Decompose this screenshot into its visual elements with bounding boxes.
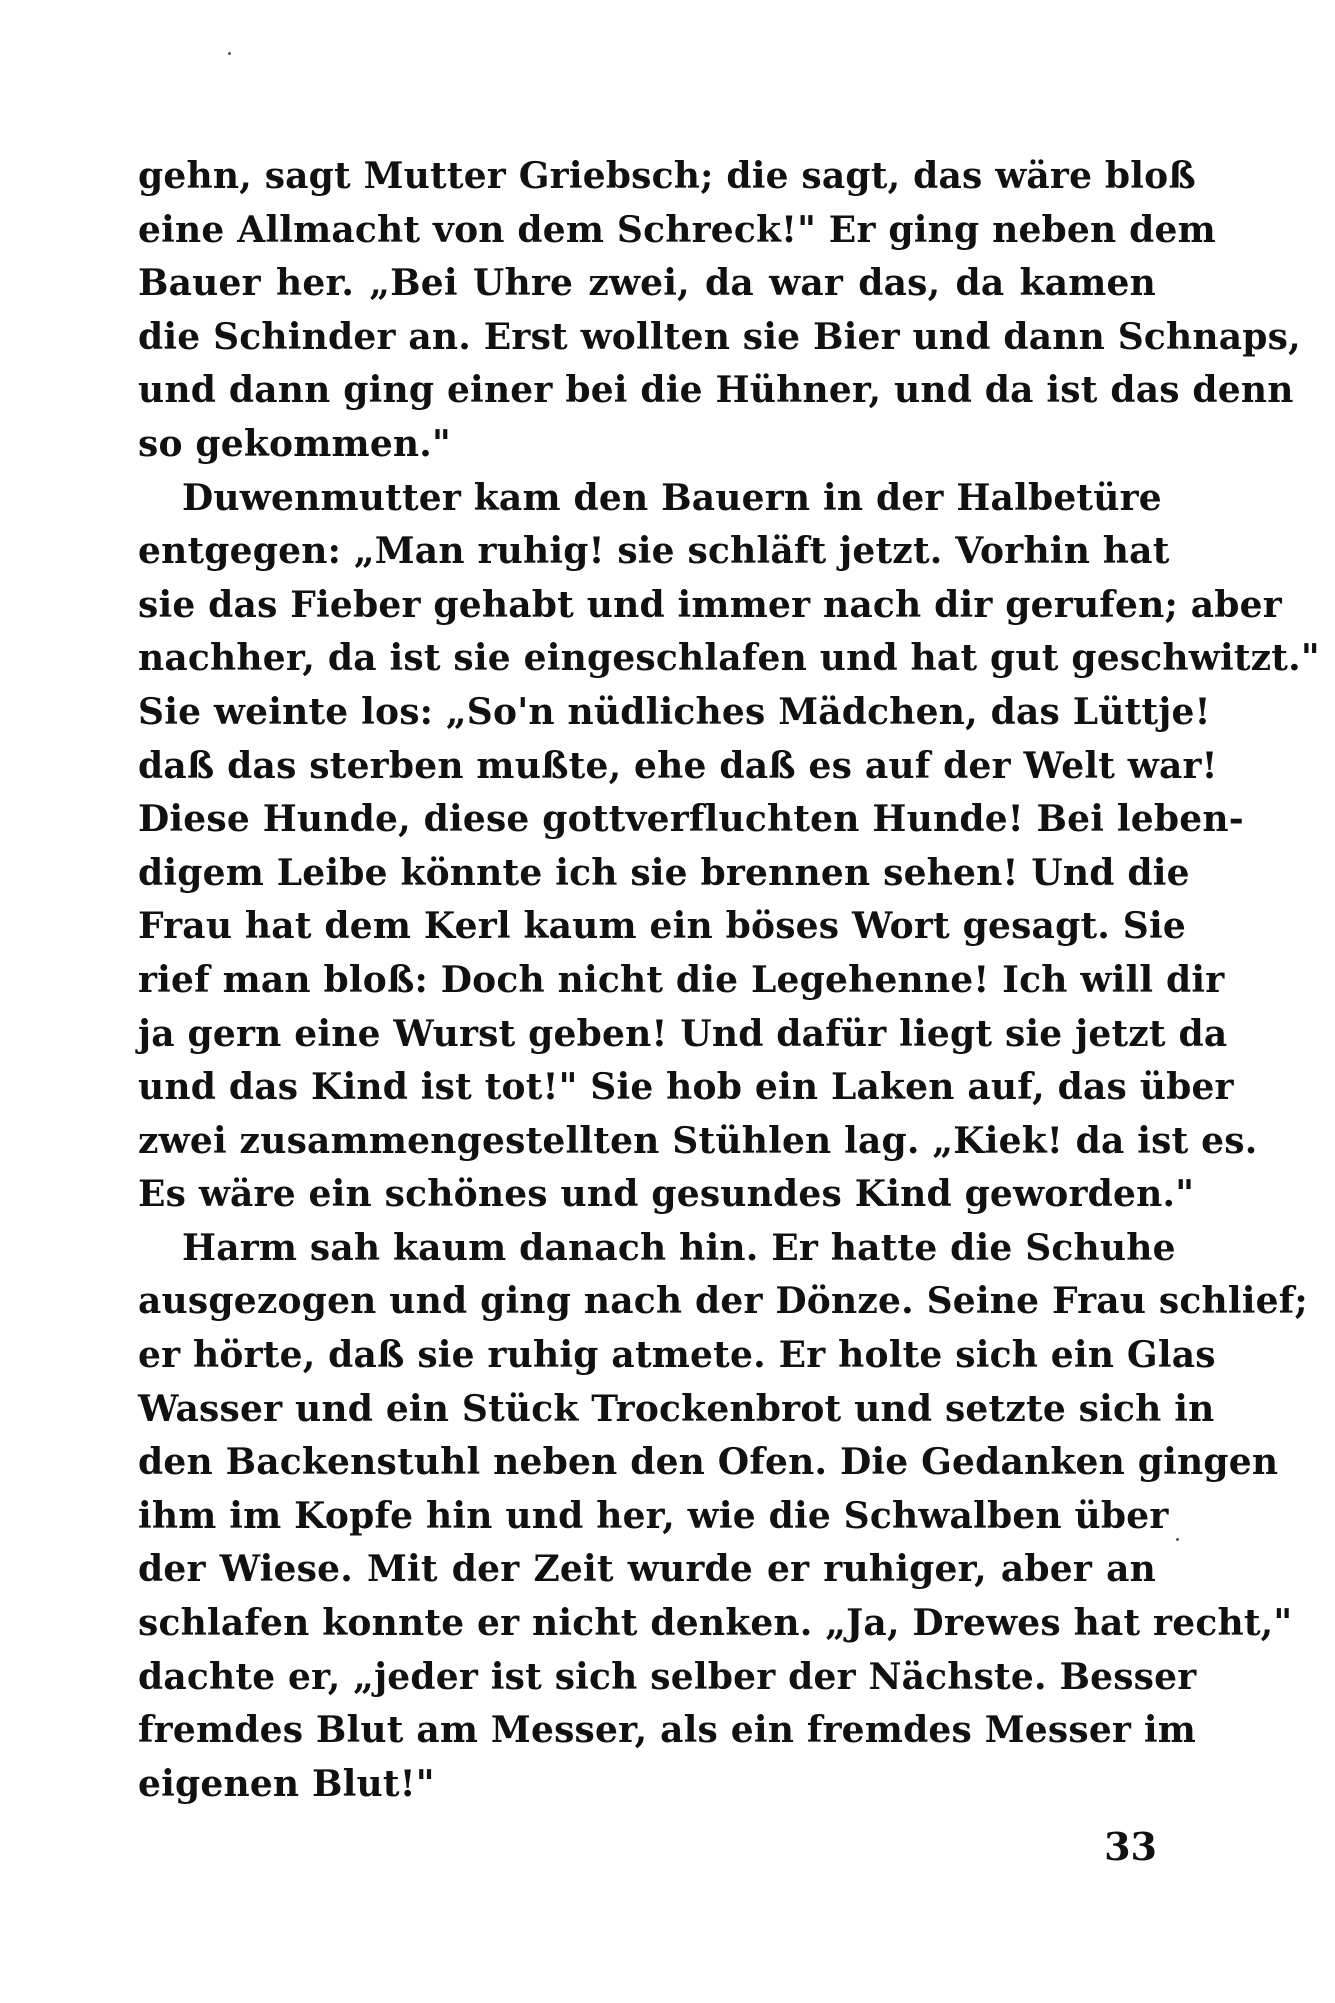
text-line: nachher, da ist sie eingeschlafen und hat gut geschwitzt." [138, 637, 1320, 680]
text-line: Bauer her. „Bei Uhre zwei, da war das, da kamen [138, 262, 1156, 305]
text-line: eigenen Blut!" [138, 1762, 435, 1805]
body-text [138, 150, 1320, 1811]
text-line: ihm im Kopfe hin und her, wie die Schwalben über [138, 1494, 1169, 1537]
page-number: 33 [1104, 1824, 1157, 1869]
text-line: Harm sah kaum danach hin. Er hatte die Schuhe [182, 1226, 1176, 1269]
text-line: Sie weinte los: „So'n nüdliches Mädchen, das Lüttje! [138, 690, 1211, 733]
text-line: die Schinder an. Erst wollten sie Bier und dann Schnaps, [138, 315, 1301, 358]
text-line: fremdes Blut am Messer, als ein fremdes Messer im [138, 1709, 1197, 1752]
text-line: und das Kind ist tot!" Sie hob ein Laken auf, das über [138, 1066, 1234, 1109]
text-line: und dann ging einer bei die Hühner, und da ist das denn [138, 369, 1294, 412]
text-line: eine Allmacht von dem Schreck!" Er ging neben dem [138, 208, 1216, 251]
text-line: zwei zusammengestellten Stühlen lag. „Kiek! da ist es. [138, 1119, 1258, 1162]
text-line: entgegen: „Man ruhig! sie schläft jetzt. Vorhin hat [138, 530, 1170, 573]
text-line: ja gern eine Wurst geben! Und dafür liegt sie jetzt da [138, 1012, 1228, 1055]
text-line: schlafen konnte er nicht denken. „Ja, Drewes hat recht," [138, 1602, 1293, 1645]
text-line: rief man bloß: Doch nicht die Legehenne! Ich will dir [138, 958, 1225, 1001]
text-line: Es wäre ein schönes und gesundes Kind geworden." [138, 1173, 1195, 1216]
text-line: Wasser und ein Stück Trockenbrot und setzte sich in [138, 1387, 1215, 1430]
text-line: digem Leibe könnte ich sie brennen sehen! Und die [138, 851, 1190, 894]
text-line: dachte er, „jeder ist sich selber der Nächste. Besser [138, 1655, 1197, 1698]
text-line: er hörte, daß sie ruhig atmete. Er holte sich ein Glas [138, 1334, 1216, 1377]
text-line: Diese Hunde, diese gottverfluchten Hunde! Bei leben- [138, 798, 1244, 841]
text-line: gehn, sagt Mutter Griebsch; die sagt, das wäre bloß [138, 155, 1196, 197]
text-line: ausgezogen und ging nach der Dönze. Seine Frau schlief; [138, 1280, 1308, 1323]
paper-speck [228, 52, 231, 55]
text-line: Duwenmutter kam den Bauern in der Halbetüre [182, 476, 1162, 519]
text-line: Frau hat dem Kerl kaum ein böses Wort gesagt. Sie [138, 905, 1186, 948]
paper-speck [1176, 1538, 1179, 1541]
text-line: sie das Fieber gehabt und immer nach dir gerufen; aber [138, 583, 1282, 626]
text-line: der Wiese. Mit der Zeit wurde er ruhiger, aber an [138, 1548, 1156, 1591]
text-line: so gekommen." [138, 422, 451, 465]
text-line: den Backenstuhl neben den Ofen. Die Gedanken gingen [138, 1441, 1279, 1484]
text-line: daß das sterben mußte, ehe daß es auf der Welt war! [138, 744, 1218, 787]
